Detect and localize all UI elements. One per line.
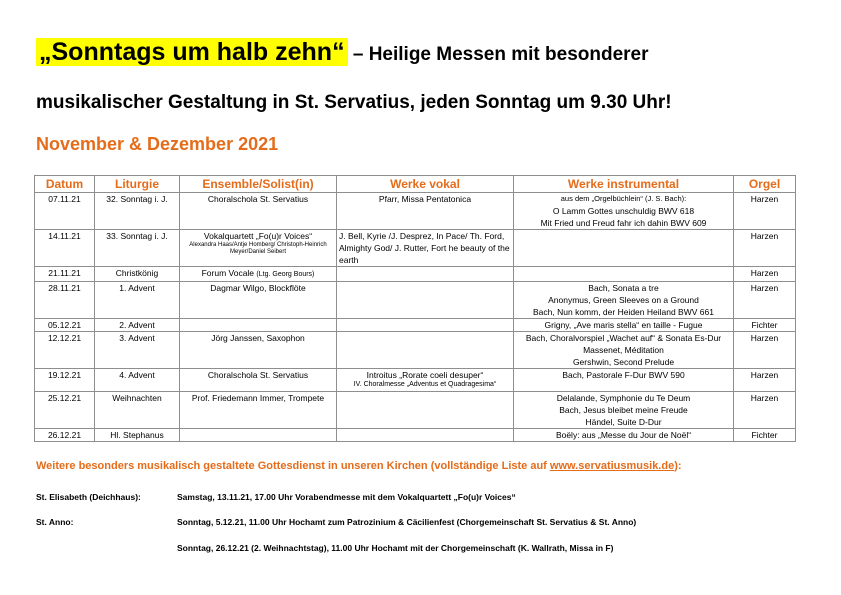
column-header: Werke instrumental bbox=[514, 176, 734, 193]
date-text: 25.12.21 bbox=[47, 393, 82, 403]
ensemble-subtext: Alexandra Haas/Antje Homberg/ Christoph-Heinrich Meyer/Daniel Seibert bbox=[189, 242, 327, 255]
vocal-text: Pfarr, Missa Pentatonica bbox=[378, 194, 472, 204]
table-row bbox=[35, 319, 796, 332]
ensemble-cell bbox=[180, 369, 337, 392]
liturgy-cell bbox=[95, 369, 180, 392]
liturgy-cell bbox=[95, 193, 180, 230]
further-suffix: ): bbox=[674, 460, 682, 472]
date-cell bbox=[35, 267, 95, 282]
instrumental-works-cell bbox=[514, 369, 734, 392]
column-header: Ensemble/Solist(in) bbox=[180, 176, 337, 193]
instrumental-works-cell bbox=[514, 267, 734, 282]
ensemble-text: Forum Vocale bbox=[201, 268, 255, 278]
ensemble-cell bbox=[180, 230, 337, 267]
ensemble-subtext: (Ltg. Georg Bours) bbox=[256, 271, 315, 278]
liturgy-cell bbox=[95, 319, 180, 332]
title-highlight: „Sonntags um halb zehn“ bbox=[36, 38, 348, 66]
vocal-works-cell bbox=[337, 369, 514, 392]
vocal-works-cell bbox=[337, 332, 514, 369]
ensemble-cell bbox=[180, 319, 337, 332]
liturgy-cell bbox=[95, 429, 180, 442]
ensemble-text: Dagmar Wilgo, Blockflöte bbox=[210, 283, 306, 293]
liturgy-text: 33. Sonntag i. J. bbox=[106, 231, 168, 241]
organist-cell bbox=[734, 369, 796, 392]
instrumental-text: aus dem „Orgelbüchlein“ (J. S. Bach): bbox=[560, 194, 687, 203]
table-row bbox=[35, 369, 796, 392]
instrumental-text: Anonymus, Green Sleeves on a Ground bbox=[548, 295, 699, 305]
organist-cell bbox=[734, 193, 796, 230]
table-row bbox=[35, 230, 796, 267]
table-row bbox=[35, 332, 796, 369]
table-row bbox=[35, 282, 796, 319]
column-header: Orgel bbox=[734, 176, 796, 193]
date-cell bbox=[35, 369, 95, 392]
further-text: Weitere besonders musikalisch gestaltete Gottesdienst in unseren Kirchen (vollständige Liste auf bbox=[36, 460, 550, 472]
title-rest: – Heilige Messen mit besonderer bbox=[347, 44, 649, 65]
instrumental-works-cell bbox=[514, 193, 734, 230]
instrumental-text: Mit Fried und Freud fahr ich dahin BWV 609 bbox=[540, 218, 707, 228]
instrumental-text: Grigny, „Ave maris stella“ en taille - Fugue bbox=[544, 320, 703, 330]
organist-cell bbox=[734, 319, 796, 332]
date-cell bbox=[35, 332, 95, 369]
date-cell bbox=[35, 230, 95, 267]
schedule-table bbox=[34, 175, 796, 442]
page-title bbox=[36, 38, 649, 67]
liturgy-text: 4. Advent bbox=[119, 370, 155, 380]
liturgy-cell bbox=[95, 392, 180, 429]
instrumental-works-cell bbox=[514, 282, 734, 319]
liturgy-text: Hl. Stephanus bbox=[110, 430, 164, 440]
instrumental-text: Delalande, Symphonie du Te Deum bbox=[556, 393, 691, 403]
ensemble-cell bbox=[180, 392, 337, 429]
date-text: 21.11.21 bbox=[48, 268, 81, 278]
ensemble-cell bbox=[180, 267, 337, 282]
liturgy-cell bbox=[95, 282, 180, 319]
liturgy-cell bbox=[95, 230, 180, 267]
date-text: 07.11.21 bbox=[48, 194, 81, 204]
date-text: 26.12.21 bbox=[47, 430, 82, 440]
date-cell bbox=[35, 392, 95, 429]
ensemble-text: Choralschola St. Servatius bbox=[207, 370, 309, 380]
table-row bbox=[35, 267, 796, 282]
vocal-works-cell bbox=[337, 193, 514, 230]
table-row bbox=[35, 429, 796, 442]
instrumental-text: Gershwin, Second Prelude bbox=[572, 357, 675, 367]
organist-cell bbox=[734, 282, 796, 319]
date-text: 19.12.21 bbox=[47, 370, 82, 380]
organist-text: Harzen bbox=[750, 370, 779, 380]
vocal-text: Introitus „Rorate coeli desuper“ bbox=[366, 370, 484, 380]
date-cell bbox=[35, 319, 95, 332]
liturgy-cell bbox=[95, 332, 180, 369]
organist-cell bbox=[734, 230, 796, 267]
instrumental-text: Bach, Sonata a tre bbox=[588, 283, 659, 293]
liturgy-text: Weihnachten bbox=[112, 393, 162, 403]
instrumental-works-cell bbox=[514, 319, 734, 332]
organist-cell bbox=[734, 429, 796, 442]
organist-text: Fichter bbox=[751, 430, 778, 440]
column-header: Liturgie bbox=[95, 176, 180, 193]
instrumental-text: O Lamm Gottes unschuldig BWV 618 bbox=[552, 206, 695, 216]
instrumental-text: Händel, Suite D-Dur bbox=[585, 417, 662, 427]
organist-text: Harzen bbox=[750, 231, 779, 241]
date-cell bbox=[35, 429, 95, 442]
event-text: Samstag, 13.11.21, 17.00 Uhr Vorabendmesse mit dem Vokalquartett „Fo(u)r Voices“ bbox=[177, 492, 516, 502]
instrumental-text: Boëly: aus „Messe du Jour de Noël“ bbox=[555, 430, 692, 440]
event-text: Sonntag, 26.12.21 (2. Weihnachtstag), 11.00 Uhr Hochamt mit der Chorgemeinschaft (K. Wallrath, Missa in F) bbox=[177, 543, 614, 553]
table-row bbox=[35, 193, 796, 230]
subtitle: November & Dezember 2021 bbox=[36, 134, 279, 154]
date-cell bbox=[35, 282, 95, 319]
organist-text: Harzen bbox=[750, 393, 779, 403]
organist-text: Harzen bbox=[750, 333, 779, 343]
ensemble-cell bbox=[180, 429, 337, 442]
instrumental-text: Bach, Nun komm, der Heiden Heiland BWV 661 bbox=[533, 307, 714, 317]
ensemble-text: Choralschola St. Servatius bbox=[207, 194, 309, 204]
organist-text: Harzen bbox=[750, 268, 779, 278]
ensemble-text: Vokalquartett „Fo(u)r Voices“ bbox=[203, 231, 313, 241]
date-text: 12.12.21 bbox=[47, 333, 82, 343]
liturgy-text: 1. Advent bbox=[119, 283, 155, 293]
column-header: Werke vokal bbox=[337, 176, 514, 193]
liturgy-text: Christkönig bbox=[115, 268, 159, 278]
instrumental-text: Bach, Jesus bleibet meine Freude bbox=[559, 405, 688, 415]
instrumental-works-cell bbox=[514, 429, 734, 442]
vocal-works-cell bbox=[337, 267, 514, 282]
organist-text: Fichter bbox=[751, 320, 778, 330]
vocal-works-cell bbox=[337, 230, 514, 267]
event-place: St. Elisabeth (Deichhaus): bbox=[36, 492, 141, 502]
ensemble-text: Jörg Janssen, Saxophon bbox=[211, 333, 305, 343]
instrumental-works-cell bbox=[514, 332, 734, 369]
vocal-works-cell bbox=[337, 392, 514, 429]
liturgy-text: 3. Advent bbox=[119, 333, 155, 343]
instrumental-text: Bach, Pastorale F-Dur BWV 590 bbox=[562, 370, 685, 380]
instrumental-text: Massenet, Méditation bbox=[583, 345, 664, 355]
further-services-heading bbox=[36, 460, 682, 472]
date-cell bbox=[35, 193, 95, 230]
table-row bbox=[35, 392, 796, 429]
vocal-works-cell bbox=[337, 429, 514, 442]
organist-cell bbox=[734, 267, 796, 282]
liturgy-text: 2. Advent bbox=[119, 320, 155, 330]
liturgy-text: 32. Sonntag i. J. bbox=[106, 194, 168, 204]
liturgy-cell bbox=[95, 267, 180, 282]
organist-cell bbox=[734, 332, 796, 369]
ensemble-text: Prof. Friedemann Immer, Trompete bbox=[191, 393, 325, 403]
vocal-works-cell bbox=[337, 282, 514, 319]
ensemble-cell bbox=[180, 332, 337, 369]
organist-text: Harzen bbox=[750, 283, 779, 293]
table-header-row bbox=[35, 176, 796, 193]
date-text: 05.12.21 bbox=[47, 320, 82, 330]
organist-cell bbox=[734, 392, 796, 429]
ensemble-cell bbox=[180, 193, 337, 230]
vocal-subtext: IV. Choralmesse „Adventus et Quadragesima“ bbox=[353, 381, 497, 388]
ensemble-cell bbox=[180, 282, 337, 319]
column-header: Datum bbox=[35, 176, 95, 193]
vocal-works-cell bbox=[337, 319, 514, 332]
title-line-2: musikalischer Gestaltung in St. Servatius, jeden Sonntag um 9.30 Uhr! bbox=[36, 92, 672, 113]
instrumental-works-cell bbox=[514, 230, 734, 267]
servatiusmusik-link[interactable]: www.servatiusmusik.de bbox=[549, 460, 675, 472]
instrumental-text: Bach, Choralvorspiel „Wachet auf“ & Sonata Es-Dur bbox=[525, 333, 722, 343]
date-text: 28.11.21 bbox=[48, 283, 81, 293]
date-text: 14.11.21 bbox=[48, 231, 81, 241]
organist-text: Harzen bbox=[750, 194, 779, 204]
instrumental-works-cell bbox=[514, 392, 734, 429]
event-text: Sonntag, 5.12.21, 11.00 Uhr Hochamt zum Patrozinium & Cäcilienfest (Chorgemeinschaft St. Servatius & St. Anno) bbox=[177, 517, 637, 527]
event-place: St. Anno: bbox=[36, 517, 74, 527]
vocal-text: J. Bell, Kyrie /J. Desprez, In Pace/ Th. Ford, Almighty God/ J. Rutter, Fort he beauty of the earth bbox=[339, 231, 510, 265]
